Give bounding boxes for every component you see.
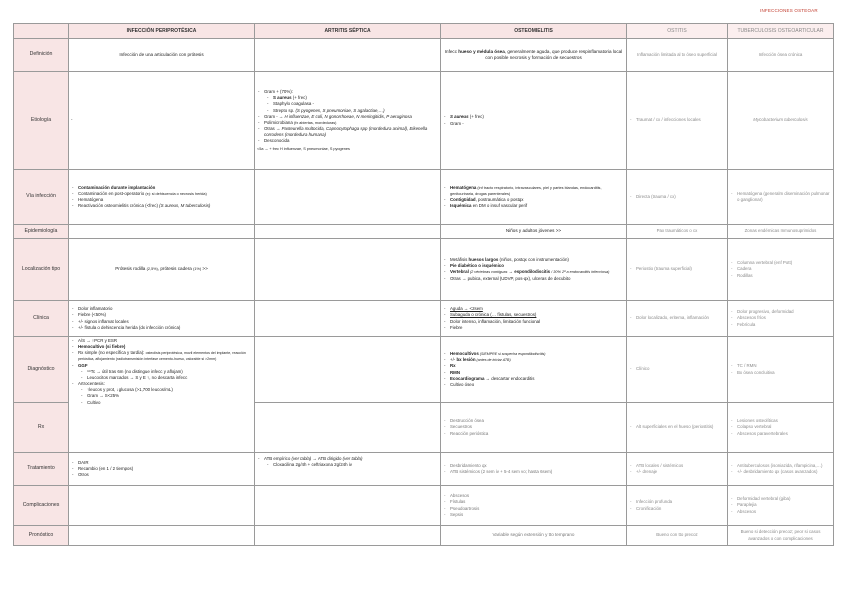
text: (inf tracto respiratorio, intravasculares, piel y partes blandas, endocarditis, genitourinaria, drogas parenterales) xyxy=(450,185,602,196)
list-item xyxy=(450,185,624,198)
list-item: - Fiebre xyxy=(450,325,624,331)
text: Contigüidad xyxy=(450,197,476,203)
cell-empty xyxy=(255,337,441,403)
cell-list xyxy=(441,337,627,403)
cell-list xyxy=(728,486,834,526)
list-item: - Periostio (trauma superficial) xyxy=(636,266,725,272)
list-item: - Paraplejia xyxy=(737,502,831,508)
cell-text: Infección ósea crónica xyxy=(728,39,834,72)
header-note: INFECCIONES OSTEOAR xyxy=(760,8,818,13)
list-item: - Febrícula xyxy=(737,322,831,328)
col-header-tbc: TUBERCULOSIS OSTEOARTICULAR xyxy=(728,24,834,39)
cell-empty xyxy=(255,225,441,239)
list-item: - Rodillas xyxy=(737,273,831,279)
infections-table xyxy=(13,23,834,546)
row-label: Etiología xyxy=(14,72,69,170)
list-item: - Cadera xyxy=(737,266,831,272)
text: Reactivación osteomielitis crónica (<frec) xyxy=(78,203,160,209)
text: → ATB dirigido xyxy=(311,456,343,461)
cell-list xyxy=(627,301,728,337)
text: (S aureus, M tuberculosis) xyxy=(159,203,211,209)
cell-list xyxy=(627,403,728,453)
row-label: Epidemiología xyxy=(14,225,69,239)
cell-list xyxy=(627,337,728,403)
list-item: - Sepsis xyxy=(450,512,624,518)
cell-list xyxy=(441,453,627,486)
text: Pie diabético o isquémico xyxy=(450,263,504,269)
text: H influenzae, E coli, N gonorrhoeae, N meningitidis, P aeruginosa xyxy=(284,113,412,119)
cell-list xyxy=(441,239,627,301)
text: S aureus xyxy=(450,114,469,120)
text: Gram + (70%): xyxy=(264,89,293,95)
text: (ver tabla) xyxy=(291,456,312,461)
cell-list xyxy=(728,170,834,225)
text: Strepto sp. xyxy=(273,107,296,113)
cell-list xyxy=(255,72,441,170)
cell-empty xyxy=(255,239,441,301)
cell-list xyxy=(441,486,627,526)
cell-text xyxy=(441,39,627,72)
list-item: - Abscesos paravertebrales xyxy=(737,431,831,437)
text: Ecocardiograma xyxy=(450,375,485,381)
row-label: Rx xyxy=(14,403,69,453)
text: Pasteurella multocida, Capnocytophaga spp (mordedura animal), Eikenella corrodens (mordedura humana) xyxy=(264,126,428,138)
text: (2,5%) xyxy=(146,267,158,272)
row-etiologia xyxy=(14,72,834,170)
cell-list xyxy=(69,301,255,337)
row-epidemiologia xyxy=(14,225,834,239)
text: Contaminación en post-operatorio xyxy=(78,190,146,196)
list-item: - DAIR xyxy=(78,460,252,466)
list-item: - Pseudoartrosis xyxy=(450,506,624,512)
text: Hemocultivos xyxy=(450,351,479,357)
list-item: - +/- desbridamiento qx (casos avanzados) xyxy=(737,469,831,475)
text: , generalmente aguda, que produce respinflamatoria local con posible necrosis y formación de secuestros xyxy=(485,48,623,60)
note: <5a → + frec H influenzae, S pneumoniae, S pyogenes xyxy=(257,146,350,151)
cell-text: Variable según extensión y tto temprano xyxy=(441,526,627,546)
cell-list xyxy=(728,403,834,453)
cell-list xyxy=(728,453,834,486)
text: (niños, postqx con instrumentación) xyxy=(498,257,569,263)
list-item: - Abscesos fríos xyxy=(737,315,831,321)
cell-list xyxy=(69,453,255,486)
list-item: - Abscesos xyxy=(737,509,831,515)
row-diagnostico xyxy=(14,337,834,403)
list-item: - Clínico xyxy=(636,366,725,372)
text: hueso y médula ósea xyxy=(458,48,505,54)
list-item: - Infección profunda xyxy=(636,499,725,505)
cell-empty xyxy=(69,526,255,546)
list-item: - Gram → S<25% xyxy=(87,393,252,399)
list-item xyxy=(78,203,252,209)
row-localizacion xyxy=(14,239,834,301)
list-item: - ⁹⁹Tc → útil tras 6m (no distingue infecc y aflojam) xyxy=(87,369,252,375)
list-item: - Desconocida xyxy=(264,138,438,144)
list-item: - Leucocitos marcados → S y E ↑, no descarta infecc xyxy=(87,375,252,381)
list-item: - Staphylo coagulasa - xyxy=(273,101,438,107)
text: Contaminación durante implantación xyxy=(78,184,156,190)
cell-text: Infección de una articulación con prótesis xyxy=(69,39,255,72)
cell-list xyxy=(627,453,728,486)
text: (antes de iniciar ATB) xyxy=(475,358,511,363)
text: (ej: si dehiscencia o necrosis herida) xyxy=(145,191,207,196)
cell-text xyxy=(728,72,834,170)
text: (SIEMPRE si sospecha espondilodiscitis) xyxy=(478,352,546,357)
text: GGF xyxy=(78,362,88,368)
row-label: Definición xyxy=(14,39,69,72)
list-item: - Traumat / cx / infecciones locales xyxy=(636,117,725,123)
list-item: - Hematógena (generalm diseminación pulmonar o ganglionar) xyxy=(737,191,831,203)
cell-text: Zonas endémicas Inmunosuprimidos xyxy=(728,225,834,239)
text: Prótesis rodilla xyxy=(115,266,147,272)
list-item: - TC / RMN xyxy=(737,363,831,369)
text: Isquémica xyxy=(450,203,472,209)
cell-list xyxy=(728,337,834,403)
list-item xyxy=(78,350,252,362)
cell-list xyxy=(69,170,255,225)
list-item: - Dolor progresivo, deformidad xyxy=(737,309,831,315)
list-item xyxy=(264,456,438,468)
list-item: - Cultivo óseo xyxy=(450,382,624,388)
cell-list xyxy=(728,239,834,301)
list-item: - ATB locales / sistémicos xyxy=(636,463,725,469)
row-label: Diagnóstico xyxy=(14,337,69,403)
row-via xyxy=(14,170,834,225)
text: RMN xyxy=(450,369,460,375)
text: (1%) xyxy=(193,267,202,272)
text: Hemocultivo (si fiebre) xyxy=(78,344,126,350)
row-complicaciones xyxy=(14,486,834,526)
list-item: - Secuestros xyxy=(450,424,624,430)
list-item: - Cloxacilina 2g/4h + ceftriaxona 2g/24h iv xyxy=(273,462,438,468)
text: (2 vértebras contiguas xyxy=(468,270,508,275)
row-pronostico xyxy=(14,526,834,546)
text: Subaguda o crónica (… fístulas, secuestros) xyxy=(450,312,537,318)
col-header-osteomielitis: OSTEOMIELITIS xyxy=(441,24,627,39)
text: (+ frec) xyxy=(468,114,484,120)
list-item: - Directa (trauma / cx) xyxy=(636,194,725,200)
cell-text: Bueno con tto precoz xyxy=(627,526,728,546)
cell-list xyxy=(627,170,728,225)
text: ATB empírico xyxy=(264,456,292,461)
text: Hematógena xyxy=(450,184,477,190)
text: (fx abiertas, mordeduras) xyxy=(294,120,337,125)
list-item: - Dolor intenso, inflamación, limitación funcional xyxy=(450,319,624,325)
text: Metáfisis xyxy=(450,257,469,263)
list-item: - +/- fístula o dehiscencia herida (dx infección crónica) xyxy=(78,325,252,331)
cell-list xyxy=(627,239,728,301)
col-header-periprotesica: INFECCIÓN PERIPROTÉSICA xyxy=(69,24,255,39)
corner-cell xyxy=(14,24,69,39)
text: (+ frec) xyxy=(291,95,307,101)
list-item xyxy=(78,363,252,381)
text: Otras → xyxy=(264,126,282,132)
cell-list xyxy=(441,403,627,453)
text: Rx xyxy=(450,363,456,369)
list-item: - Recambio (en 1 / 2 tiempos) xyxy=(78,466,252,472)
text: huesos largos xyxy=(468,257,499,263)
list-item xyxy=(78,381,252,406)
text: Vertebral xyxy=(450,269,469,275)
list-item: - Bx ósea concluitiva xyxy=(737,370,831,376)
list-item: - Lesiones osteolíticas xyxy=(737,418,831,424)
cell-text: Pax traumáticos o cx xyxy=(627,225,728,239)
text: / 30% 2ª a endocarditis infecciosa) xyxy=(550,270,610,275)
list-item: - Deformidad vertebral (giba) xyxy=(737,496,831,502)
cell-list xyxy=(627,72,728,170)
text: Gram - → xyxy=(264,113,285,119)
text: → descartar endocarditis xyxy=(484,375,535,381)
list-item: - Gram - xyxy=(450,121,624,127)
cell-empty xyxy=(69,486,255,526)
text: Mycobacterium tuberculosis xyxy=(753,117,808,123)
list-item: - +/- signos inflamat locales xyxy=(78,319,252,325)
list-item: - Fiebre (<50%) xyxy=(78,312,252,318)
cell-empty xyxy=(255,526,441,546)
cell-empty xyxy=(255,170,441,225)
text: (S pyogenes, S pneumoniae, S agalactiae,…) xyxy=(295,107,385,113)
list-item: - Destrucción ósea xyxy=(450,418,624,424)
row-tratamiento xyxy=(14,453,834,486)
cell-empty xyxy=(255,39,441,72)
text: en DM o insuf vascular perif xyxy=(471,203,528,209)
cell-empty xyxy=(255,301,441,337)
text: bx lesión xyxy=(456,357,476,363)
row-label: Clínica xyxy=(14,301,69,337)
row-label: Tratamiento xyxy=(14,453,69,486)
cell-list xyxy=(627,486,728,526)
list-item: - Cultivo xyxy=(87,400,252,406)
list-item: - Colapso vertebral xyxy=(737,424,831,430)
cell-empty xyxy=(69,225,255,239)
row-label: Pronóstico xyxy=(14,526,69,546)
row-label: Complicaciones xyxy=(14,486,69,526)
text: → espondilodiscitis xyxy=(507,269,551,275)
row-clinica xyxy=(14,301,834,337)
list-item: - Dolor inflamatorio xyxy=(78,306,252,312)
cell-list xyxy=(69,337,255,453)
cell-empty xyxy=(255,486,441,526)
list-item: - ↑leucos y prot, ↓glucosa (>1,700 leucos/mL) xyxy=(87,387,252,393)
list-item: - +/- drenaje xyxy=(636,469,725,475)
row-label: Vía infección xyxy=(14,170,69,225)
list-item: - Dolor localizado, eritema, inflamación xyxy=(636,315,725,321)
cell-text: Inflamación limitada al tx óseo superficial xyxy=(627,39,728,72)
text: Infecc xyxy=(444,48,459,54)
col-header-ostitis: OSTITIS xyxy=(627,24,728,39)
text: , prótesis cadera xyxy=(157,266,194,272)
cell-list xyxy=(728,301,834,337)
list-item: - Otras → pubica, external (UDVP, pos-qx), ulceras de decubito xyxy=(450,276,624,282)
list-item: - Fístulas xyxy=(450,499,624,505)
text: (ver tabla) xyxy=(342,456,363,461)
col-header-artritis: ARTRITIS SÉPTICA xyxy=(255,24,441,39)
cell-text: Niños y adultos jóvenes >> xyxy=(441,225,627,239)
list-item: - Alt superficiales en el hueso (periostitis) xyxy=(636,424,725,430)
list-item: - Reacción perióstica xyxy=(450,431,624,437)
text: osteolisis periprotésica, movil elementos del implante, reacción perióstica, aflojamiento (radiotransmisión interfase cemento-hueso, valorable si >2mm) xyxy=(78,351,246,362)
text: S aureus xyxy=(273,95,292,101)
cell-list xyxy=(441,301,627,337)
text: Polimicrobiana xyxy=(264,119,295,125)
text: , postraumática o postqx xyxy=(475,197,524,203)
text: +/- xyxy=(450,357,457,363)
list-item xyxy=(264,89,438,114)
cell-text: Bueno si detección precoz; peor si casos avanzados o con complicaciones xyxy=(728,526,834,546)
list-item: - A/S → ↑PCR y ESR xyxy=(78,338,252,344)
text: Rx simple (no específica y tardía): xyxy=(78,350,146,356)
cell-list xyxy=(441,170,627,225)
cell-list xyxy=(441,72,627,170)
list-item: - Cronificación xyxy=(636,506,725,512)
text: >> xyxy=(201,266,208,272)
row-definicion xyxy=(14,39,834,72)
list-item: - Hematógena xyxy=(78,197,252,203)
list-item: - Desbridamiento qx xyxy=(450,463,624,469)
list-item xyxy=(264,126,438,138)
cell-list xyxy=(255,453,441,486)
text: Artrocentesis: xyxy=(78,381,105,387)
cell-text xyxy=(69,239,255,301)
header-row xyxy=(14,24,834,39)
list-item: - Abscesos xyxy=(450,493,624,499)
list-item: - ATB sistémicos (2 sem iv + 5-4 sem vo; hasta 6sem) xyxy=(450,469,624,475)
list-item: - Columna vertebral (enf Pott) xyxy=(737,260,831,266)
list-item: - Antituberculosos (isoniazida, rifampicina,…) xyxy=(737,463,831,469)
list-item xyxy=(450,203,624,209)
text: Aguda → <2sem xyxy=(450,306,483,312)
cell-empty xyxy=(255,403,441,453)
row-label: Localización tipo xyxy=(14,239,69,301)
cell-text: - xyxy=(69,72,255,170)
list-item: - Otros xyxy=(78,472,252,478)
